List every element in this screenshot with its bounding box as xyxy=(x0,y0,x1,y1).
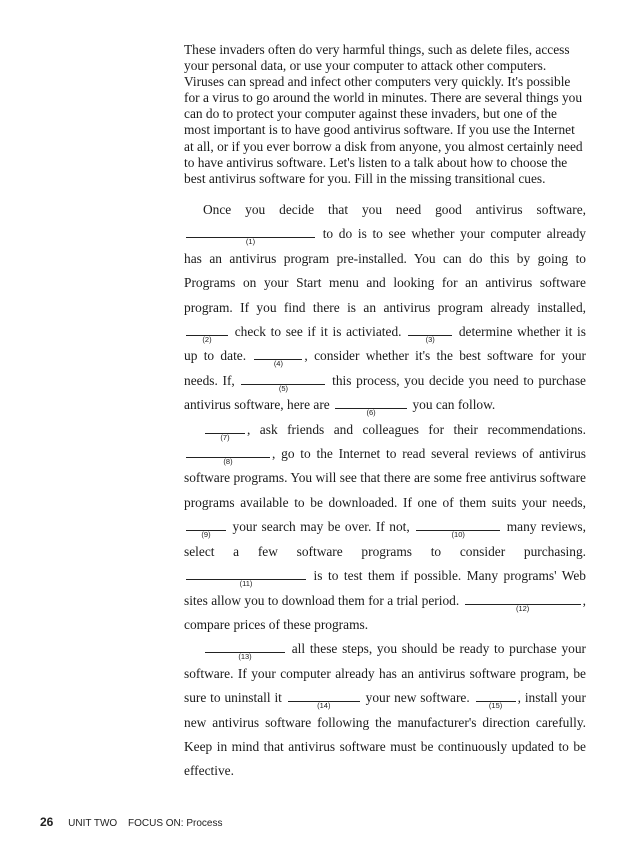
blank-label: (10) xyxy=(451,530,465,540)
exercise-text-segment: this process, you decide you need to purchase antivirus software, here are xyxy=(184,372,586,413)
blank-label: (7) xyxy=(220,432,230,442)
blank-1[interactable] xyxy=(186,225,315,247)
blank-label: (2) xyxy=(202,335,212,345)
blank-2[interactable] xyxy=(186,323,228,345)
blank-label: (14) xyxy=(317,701,331,711)
blank-label: (13) xyxy=(238,652,252,662)
exercise-text-segment: , install your new antivirus software following the manufacturer's direction carefully. Keep in mind that antivirus software must be continuously updated to be effective. xyxy=(184,690,586,779)
blank-label: (1) xyxy=(245,237,256,247)
blank-6[interactable] xyxy=(335,396,407,418)
blank-5[interactable] xyxy=(241,372,325,393)
exercise-text-segment: many reviews, select a few software programs to consider purchasing. xyxy=(184,519,586,559)
exercise-text-segment: to do is to see whether your computer already has an antivirus program pre-installed. You can do this by going to Programs on your Start menu and looking for an antivirus software program. If you find there is an antivirus program already installed, xyxy=(184,226,586,315)
blank-label: (6) xyxy=(366,408,376,418)
page-number: 26 xyxy=(40,815,54,829)
blank-8[interactable] xyxy=(186,445,270,467)
blank-14[interactable] xyxy=(288,689,360,711)
intro-paragraph: These invaders often do very harmful things, such as delete files, access your personal data, or use your computer to attack other computers. Viruses can spread and infect other computers very quickly. It's possible for a virus to go around the world in minutes. There are several things you can do to protect your computer against these invaders, but one of the most important is to have good antivirus software. If you use the Internet at all, or if you ever borrow a disk from anyone, you almost certainly need to have antivirus software. Let's listen to a talk about how to choose the best antivirus software for you. Fill in the missing transitional cues. xyxy=(184,42,583,186)
exercise-text-segment: check to see if it is activiated. xyxy=(234,324,402,340)
blank-label: (11) xyxy=(239,579,253,589)
blank-13[interactable] xyxy=(205,640,285,662)
blank-12[interactable] xyxy=(465,592,581,613)
blank-10[interactable] xyxy=(416,518,500,540)
unit-label: UNIT TWO xyxy=(68,818,118,829)
blank-label: (3) xyxy=(425,335,435,345)
exercise-text-segment: determine whether it is up to date. xyxy=(184,324,586,364)
exercise-text-segment: you can follow. xyxy=(412,397,496,413)
page-footer xyxy=(40,815,222,829)
blank-label: (15) xyxy=(488,701,503,711)
blank-15[interactable] xyxy=(476,689,516,711)
blank-4[interactable] xyxy=(254,347,302,369)
exercise-text xyxy=(184,198,586,784)
exercise-text-segment: is to test them if possible. Many programs' Web sites allow you to download them for a trial period. xyxy=(184,568,587,608)
blank-11[interactable] xyxy=(186,567,306,589)
exercise-text-segment: Once you decide that you need good antivirus software, xyxy=(203,202,586,217)
exercise-text-segment: your new software. xyxy=(365,690,470,706)
blank-7[interactable] xyxy=(205,421,245,442)
exercise-text-segment: , compare prices of these programs. xyxy=(184,592,586,632)
focus-label: FOCUS ON: Process xyxy=(128,818,223,829)
blank-label: (5) xyxy=(278,383,289,393)
exercise-paragraph xyxy=(184,198,586,418)
exercise-text-segment: all these steps, you should be ready to purchase your software. If your computer already has an antivirus software program, be sure to uninstall it xyxy=(184,641,586,706)
exercise-paragraph xyxy=(184,637,586,783)
exercise-paragraph xyxy=(184,418,586,638)
blank-label: (8) xyxy=(223,457,233,467)
blank-label: (9) xyxy=(201,530,211,540)
exercise-text-segment: , consider whether it's the best software for your needs. If, xyxy=(184,348,586,388)
blank-9[interactable] xyxy=(186,518,226,540)
exercise-text-segment: , go to the Internet to read several reviews of antivirus software programs. You will see that there are some free antivirus software programs available to be downloaded. If one of them suits your needs, xyxy=(184,446,586,510)
blank-3[interactable] xyxy=(408,323,452,345)
blank-label: (12) xyxy=(515,603,530,613)
blank-label: (4) xyxy=(273,359,283,369)
exercise-text-segment: your search may be over. If not, xyxy=(232,519,410,535)
exercise-text-segment: , ask friends and colleagues for their recommendations. xyxy=(247,421,586,437)
